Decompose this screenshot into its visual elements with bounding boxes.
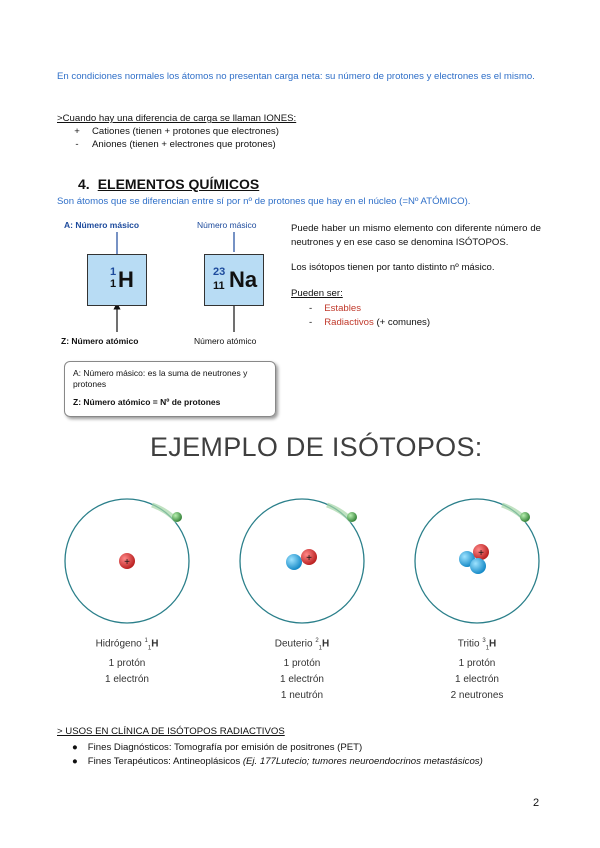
bullet-minus: - (309, 303, 313, 314)
use-diagnostic: Fines Diagnósticos: Tomografía por emisión de positrones (PET) (87, 742, 363, 753)
sodium-box (204, 254, 264, 306)
legend-box (64, 361, 276, 417)
na-atomic-number: 11 (213, 280, 225, 292)
use-therapeutic: Fines Terapéuticos: Antineoplásicos (87, 755, 243, 767)
neutrons-line: 2 neutrones (450, 690, 504, 702)
section-number: 4. (78, 176, 90, 192)
type-radioactive: Radiactivos (324, 316, 374, 328)
atoms-drawing (57, 495, 547, 629)
section-heading (78, 176, 259, 192)
hydrogen-box (87, 254, 147, 306)
deuterium-caption (227, 633, 377, 704)
deuterium-atom-icon (240, 499, 364, 623)
h-mass-number: 1 (110, 266, 117, 278)
list-item (72, 755, 483, 769)
isotopes-definition: Puede haber un mismo elemento con diferente número de neutrones y en ese caso se denomina ISÓTOPOS. (291, 223, 541, 248)
legend-mass: A: Número másico: es la suma de neutrones y protones (73, 368, 248, 389)
ions-list (72, 125, 279, 151)
label-atomic-number-na: Número atómico (194, 336, 257, 346)
label-atomic-number: Z: Número atómico (61, 336, 139, 346)
protons-line: 1 protón (108, 658, 146, 670)
isotope-atomic: 1 (147, 645, 152, 652)
bullet-dot-icon: ● (72, 742, 78, 753)
isotope-symbol: H (322, 638, 330, 650)
ions-heading: >Cuando hay una diferencia de carga se llaman IONES: (57, 113, 297, 124)
isotope-symbol: H (151, 638, 159, 650)
hydrogen-atom-icon (65, 499, 189, 623)
svg-text:+: + (478, 548, 484, 559)
list-item (291, 302, 541, 316)
list-item (72, 138, 279, 151)
electrons-line: 1 electrón (280, 674, 324, 686)
page-number: 2 (533, 797, 540, 809)
isotope-mass: 1 (144, 638, 148, 644)
bullet-minus: - (309, 316, 313, 328)
bullet-minus: - (75, 139, 79, 150)
isotopes-mass-note: Los isótopos tienen por tanto distinto nº másico. (291, 262, 495, 273)
isotopes-diagram (57, 495, 547, 711)
isotope-atomic: 1 (485, 645, 490, 652)
section-definition: Son átomos que se diferencian entre sí por nº de protones que hay en el núcleo (=Nº ATÓMICO). (57, 196, 471, 207)
label-mass-number: A: Número másico (64, 220, 140, 230)
type-stable: Estables (324, 303, 361, 314)
isotope-mass: 3 (482, 638, 486, 644)
element-figure (57, 212, 279, 422)
cationes-text: Cationes (tienen + protones que electrones) (92, 126, 279, 137)
isotope-name: Tritio (457, 638, 480, 650)
svg-text:+: + (124, 557, 130, 568)
h-symbol: H (118, 267, 134, 292)
tritium-atom-icon (415, 499, 539, 623)
protons-line: 1 protón (283, 658, 321, 670)
label-mass-number-na: Número másico (197, 220, 257, 230)
electrons-line: 1 electrón (455, 674, 499, 686)
isotope-atomic: 1 (318, 645, 323, 652)
list-item (72, 741, 483, 755)
uses-list (72, 741, 483, 768)
na-mass-number: 23 (213, 266, 226, 278)
list-item (72, 125, 279, 138)
neutrons-line: 1 neutrón (280, 690, 324, 702)
tritium-caption (402, 633, 552, 704)
isotope-name: Hidrógeno (95, 638, 142, 650)
svg-text:+: + (306, 553, 312, 564)
list-item (291, 316, 541, 330)
electrons-line: 1 electrón (105, 674, 149, 686)
use-therapeutic-note: (Ej. 177Lutecio; tumores neuroendocrinos metastásicos) (242, 755, 483, 767)
isotopes-explanation (291, 222, 541, 329)
type-radioactive-note: (+ comunes) (373, 316, 431, 328)
hydrogen-caption (52, 633, 202, 688)
section-title: ELEMENTOS QUÍMICOS (97, 176, 260, 192)
isotope-name: Deuterio (274, 638, 313, 650)
h-atomic-number: 1 (110, 278, 117, 290)
types-heading: Pueden ser: (291, 287, 343, 299)
aniones-text: Aniones (tienen + electrones que protones) (92, 139, 276, 150)
isotope-symbol: H (489, 638, 497, 650)
isotopes-example-title: EJEMPLO DE ISÓTOPOS: (150, 432, 483, 462)
bullet-plus: + (74, 126, 80, 137)
na-symbol: Na (229, 267, 258, 292)
protons-line: 1 protón (458, 658, 496, 670)
intro-paragraph: En condiciones normales los átomos no presentan carga neta: su número de protones y electrones es el mismo. (57, 71, 535, 82)
legend-atomic: Z: Número atómico = Nº de protones (73, 397, 221, 407)
isotope-mass: 2 (315, 638, 319, 644)
bullet-dot-icon: ● (72, 755, 78, 767)
uses-heading: > USOS EN CLÍNICA DE ISÓTOPOS RADIACTIVOS (57, 726, 285, 737)
